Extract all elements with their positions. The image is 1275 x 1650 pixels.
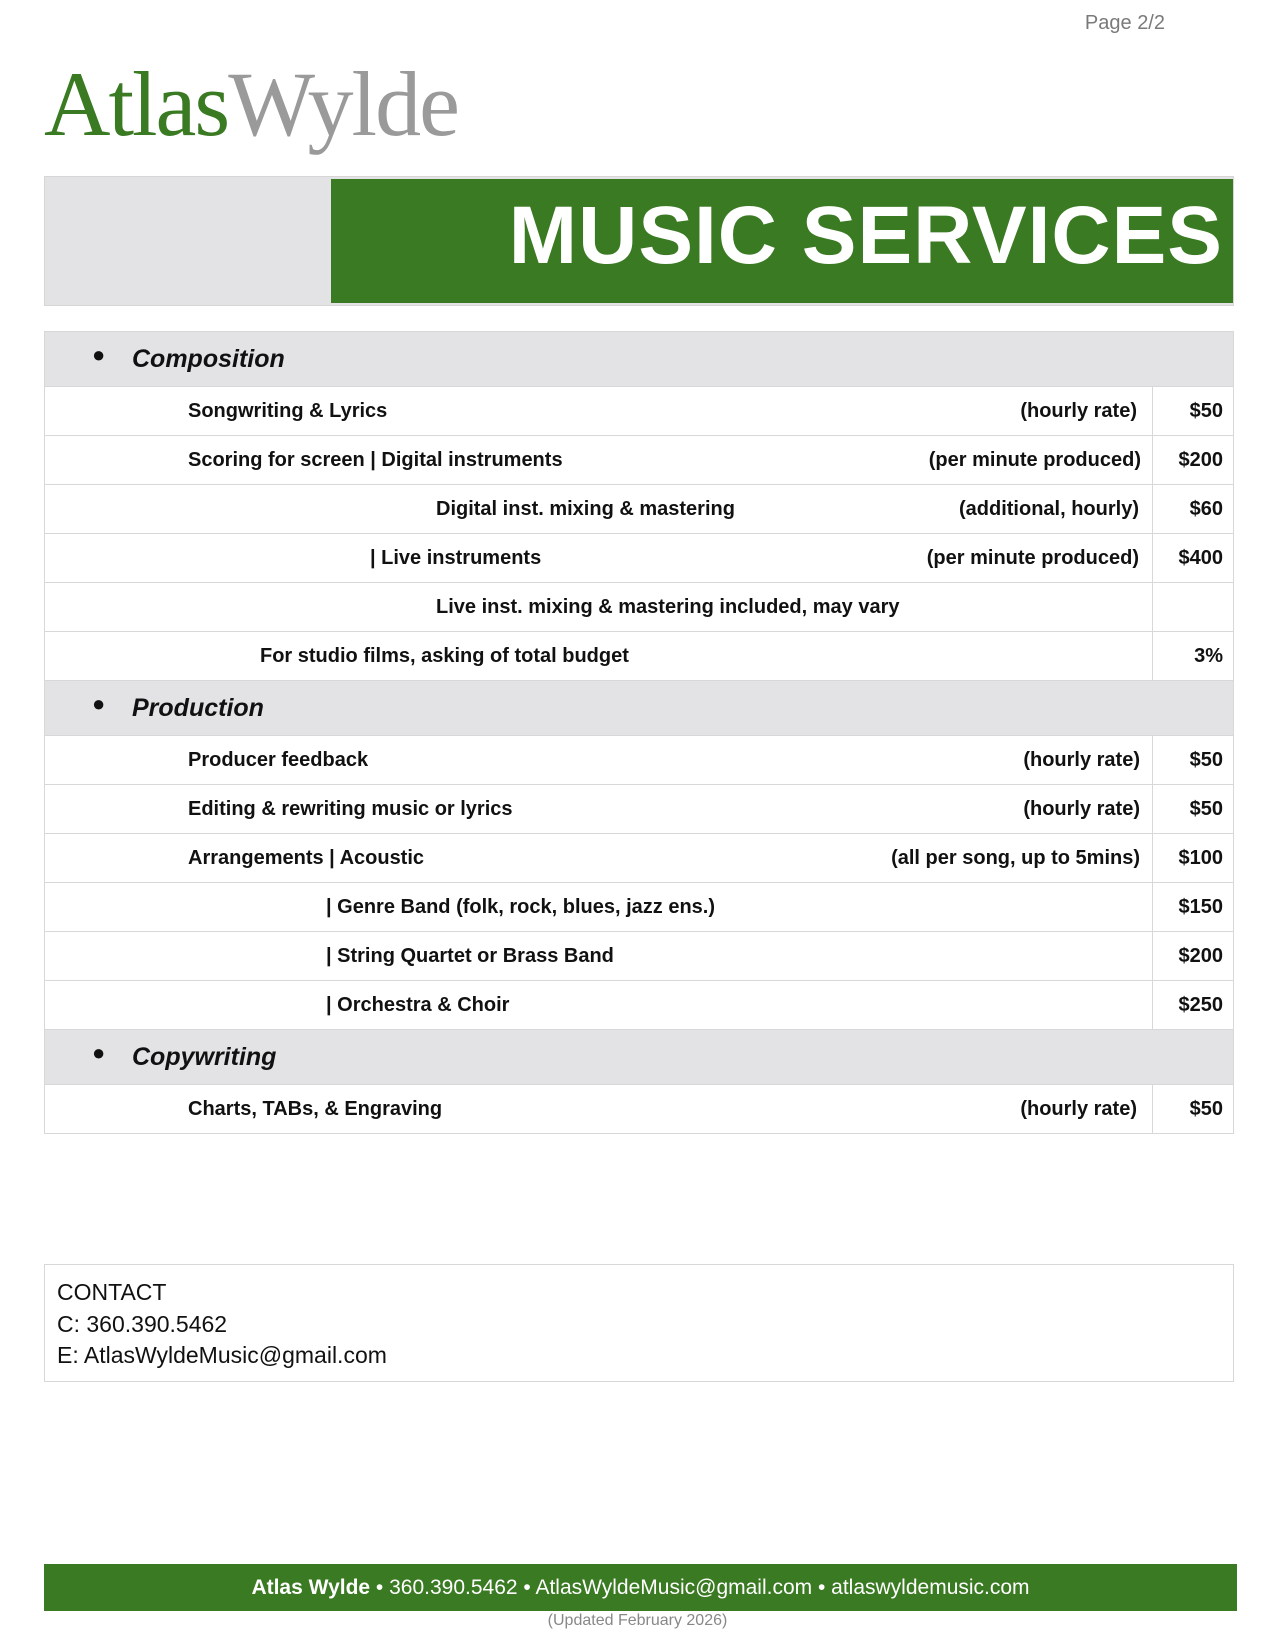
contact-box xyxy=(44,1264,1234,1382)
table-row xyxy=(45,632,1233,681)
service-price: $60 xyxy=(1189,498,1223,520)
footer-details: • 360.390.5462 • AtlasWyldeMusic@gmail.com • atlaswyldemusic.com xyxy=(370,1576,1030,1599)
service-item: Arrangements | Acoustic xyxy=(188,847,425,869)
page-number: Page 2/2 xyxy=(1084,12,1165,34)
table-row xyxy=(45,436,1233,485)
category-title: Production xyxy=(132,694,264,722)
service-price: $50 xyxy=(1189,400,1223,422)
table-row xyxy=(45,981,1233,1030)
bullet-icon: ● xyxy=(92,691,106,716)
price-table xyxy=(44,331,1234,1134)
table-row xyxy=(45,785,1233,834)
service-item: | Live instruments xyxy=(370,547,542,569)
table-row xyxy=(45,736,1233,785)
footer-name: Atlas Wylde xyxy=(251,1576,371,1599)
service-price: $150 xyxy=(1178,896,1223,918)
bullet-icon: ● xyxy=(92,342,106,367)
service-note: (additional, hourly) xyxy=(959,498,1139,520)
service-price: $50 xyxy=(1189,798,1223,820)
service-price: $50 xyxy=(1189,1098,1223,1120)
table-row xyxy=(45,834,1233,883)
service-item: Songwriting & Lyrics xyxy=(188,400,388,422)
service-note: (hourly rate) xyxy=(1023,798,1140,820)
service-price: $200 xyxy=(1178,945,1223,967)
service-note: (per minute produced) xyxy=(926,547,1139,569)
service-price: $250 xyxy=(1178,994,1223,1016)
service-note: (per minute produced) xyxy=(928,449,1141,471)
service-note: (hourly rate) xyxy=(1023,749,1140,771)
service-item: Scoring for screen | Digital instruments xyxy=(188,449,563,471)
title-banner xyxy=(44,176,1234,306)
contact-phone: C: 360.390.5462 xyxy=(57,1310,228,1337)
table-row xyxy=(45,883,1233,932)
service-note: (hourly rate) xyxy=(1020,1098,1137,1120)
table-row xyxy=(45,1085,1233,1134)
service-item: Charts, TABs, & Engraving xyxy=(188,1098,443,1120)
service-item: Producer feedback xyxy=(188,749,369,771)
category-row-composition xyxy=(45,332,1233,387)
category-row-copywriting xyxy=(45,1030,1233,1085)
service-note: (hourly rate) xyxy=(1020,400,1137,422)
service-note: (all per song, up to 5mins) xyxy=(891,847,1140,869)
service-item: | Orchestra & Choir xyxy=(326,994,510,1016)
service-item: Digital inst. mixing & mastering xyxy=(436,498,735,520)
service-price: 3% xyxy=(1194,645,1223,667)
service-price: $400 xyxy=(1178,547,1223,569)
service-item: For studio films, asking of total budget xyxy=(260,645,629,667)
contact-email: E: AtlasWyldeMusic@gmail.com xyxy=(57,1342,387,1368)
table-row xyxy=(45,387,1233,436)
table-row xyxy=(45,932,1233,981)
logo-part-atlas: Atlas xyxy=(44,53,229,155)
table-row xyxy=(45,534,1233,583)
logo xyxy=(44,53,458,155)
updated-note: (Updated February 2026) xyxy=(547,1612,728,1629)
contact-heading: CONTACT xyxy=(57,1279,167,1305)
service-item: | String Quartet or Brass Band xyxy=(326,945,614,967)
footer-bar xyxy=(44,1564,1237,1611)
category-title: Composition xyxy=(132,345,285,373)
service-price: $50 xyxy=(1189,749,1223,771)
bullet-icon: ● xyxy=(92,1040,106,1065)
category-title: Copywriting xyxy=(132,1043,277,1071)
service-price: $100 xyxy=(1178,847,1223,869)
table-row xyxy=(45,583,1233,632)
service-item: Live inst. mixing & mastering included, may vary xyxy=(436,596,900,618)
category-row-production xyxy=(45,681,1233,736)
service-item: | Genre Band (folk, rock, blues, jazz ens.) xyxy=(326,896,716,918)
logo-part-wylde: Wylde xyxy=(228,53,458,155)
table-row xyxy=(45,485,1233,534)
service-price: $200 xyxy=(1178,449,1223,471)
banner-title: MUSIC SERVICES xyxy=(508,190,1223,281)
service-item: Editing & rewriting music or lyrics xyxy=(188,798,513,820)
